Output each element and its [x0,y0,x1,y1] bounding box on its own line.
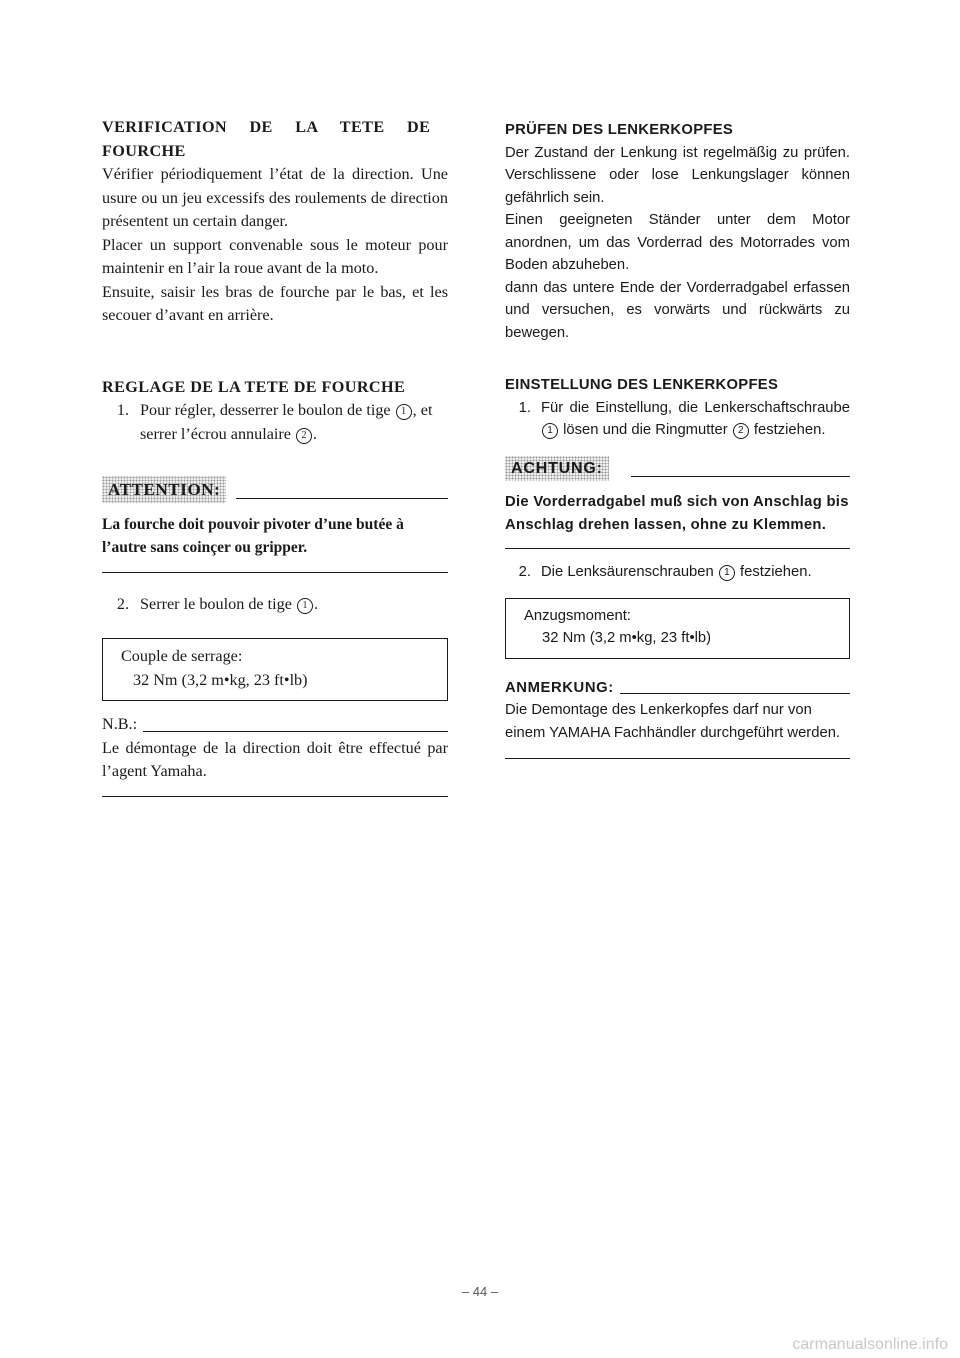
ref-1-marker: 1 [542,423,558,439]
page-number: – 44 – [461,1284,499,1299]
fr-attention-text: La fourche doit pouvoir pivoter d’une butée à l’autre sans coinçer ou gripper. [102,513,448,573]
ref-1-marker: 1 [297,598,313,614]
ref-2-marker: 2 [296,428,312,444]
fr-step-1-number: 1. [116,401,129,419]
fr-step-2-text-end: . [313,594,319,613]
fr-step-1-text [140,399,448,446]
de-step-2-text [541,561,850,584]
de-section-pruefen [505,119,850,344]
french-column [102,116,448,797]
german-column [505,119,850,759]
fr-verification-heading-line1: VERIFICATION DE LA TETE DE [102,118,431,136]
fr-attention-block [102,476,448,573]
de-einstellung-step-1 [505,397,850,442]
de-anmerkung-text: Die Demontage des Lenkerkopfes darf nur von einem YAMAHA Fachhändler durchgeführt werden. [505,699,850,759]
fr-torque-value: 32 Nm (3,2 m•kg, 23 ft•lb) [133,670,308,689]
de-step-1-number: 1. [518,399,531,416]
de-achtung-text: Die Vorderradgabel muß sich von Anschlag bis Anschlag drehen lassen, ohne zu Klemmen. [505,491,850,549]
de-step-2 [505,561,850,584]
fr-section-verification [102,116,448,328]
fr-step-1-text-end: . [313,424,318,443]
fr-verification-paragraph-3: Ensuite, saisir les bras de fourche par le bas, et les secouer d’avant en arrière. [102,282,448,324]
de-pruefen-paragraph-3: dann das untere Ende der Vorderradgabel erfassen und versuchen, es vorwärts und rückwärts zu bewegen. [505,279,850,341]
fr-attention-label: ATTENTION: [102,476,226,503]
site-watermark: carmanualsonline.info [792,1336,948,1353]
fr-reglage-step-1 [102,399,448,446]
de-step-1-text-mid: lösen und die Ringmutter [559,422,728,438]
de-step-1-text-end: festziehen. [749,422,826,438]
fr-step-2-text [140,593,448,617]
fr-step-2-text-main: Serrer le boulon de tige [140,594,292,613]
de-achtung-block [505,456,850,550]
de-pruefen-paragraph-1: Der Zustand der Lenkung ist regelmäßig zu prüfen. Verschlissene oder lose Lenkungslager können gefährlich sein. [505,144,850,206]
fr-note-rule [143,731,448,732]
ref-2-marker: 2 [733,423,749,439]
fr-note-block [102,713,448,797]
fr-step-1-text-pre: Pour régler, desserrer le boulon de tige [140,401,391,419]
fr-verification-heading-line2: FOURCHE [102,141,186,160]
fr-section-reglage [102,376,448,447]
fr-torque-box [102,638,448,701]
de-pruefen-heading: PRÜFEN DES LENKERKOPFES [505,122,734,138]
de-anmerkung-header [505,677,850,700]
de-achtung-rule [631,476,850,477]
fr-step-2-number: 2. [116,594,129,613]
de-anmerkung-block [505,677,850,760]
fr-attention-header [102,476,448,503]
fr-verification-paragraph-1: Vérifier périodiquement l’état de la direction. Une usure ou un jeu excessifs des roulements de direction présentent un certain danger. [102,165,448,230]
fr-attention-rule [236,498,448,499]
fr-note-header [102,713,448,737]
de-section-einstellung [505,374,850,442]
de-torque-value: 32 Nm (3,2 m•kg, 23 ft•lb) [542,630,712,646]
ref-1-marker: 1 [396,404,412,420]
de-achtung-label: ACHTUNG: [505,456,609,482]
de-step-1-text [541,397,850,442]
de-step-2-number: 2. [518,564,531,580]
de-step-2-text-main: Die Lenksäurenschrauben [541,564,714,580]
de-step-2-text-end: festziehen. [735,564,812,580]
de-pruefen-paragraph-2: Einen geeigneten Ständer unter dem Motor anordnen, um das Vorderrad des Motorrades vom Boden abzuheben. [505,212,850,273]
de-torque-label: Anzugsmoment: [524,607,631,624]
de-achtung-header [505,456,850,482]
fr-reglage-heading: REGLAGE DE LA TETE DE FOURCHE [102,377,406,396]
fr-step-1-text-mid: , et serrer l’écrou annulaire [140,401,433,443]
de-anmerkung-rule [620,693,850,694]
fr-verification-paragraph-2: Placer un support convenable sous le moteur pour maintenir en l’air la roue avant de la moto. [102,235,448,277]
fr-note-text: Le démontage de la direction doit être effectué par l’agent Yamaha. [102,737,448,797]
de-torque-box [505,598,850,659]
de-einstellung-heading: EINSTELLUNG DES LENKERKOPFES [505,377,779,393]
fr-note-label: N.B.: [102,715,138,733]
fr-torque-label: Couple de serrage: [121,647,243,665]
fr-step-2 [102,593,448,617]
de-anmerkung-label: ANMERKUNG: [505,679,614,696]
ref-1-marker: 1 [719,565,735,581]
de-step-1-text-pre: Für die Einstellung, die Lenkerschaftschraube [541,399,850,416]
fr-verification-heading [102,116,448,140]
